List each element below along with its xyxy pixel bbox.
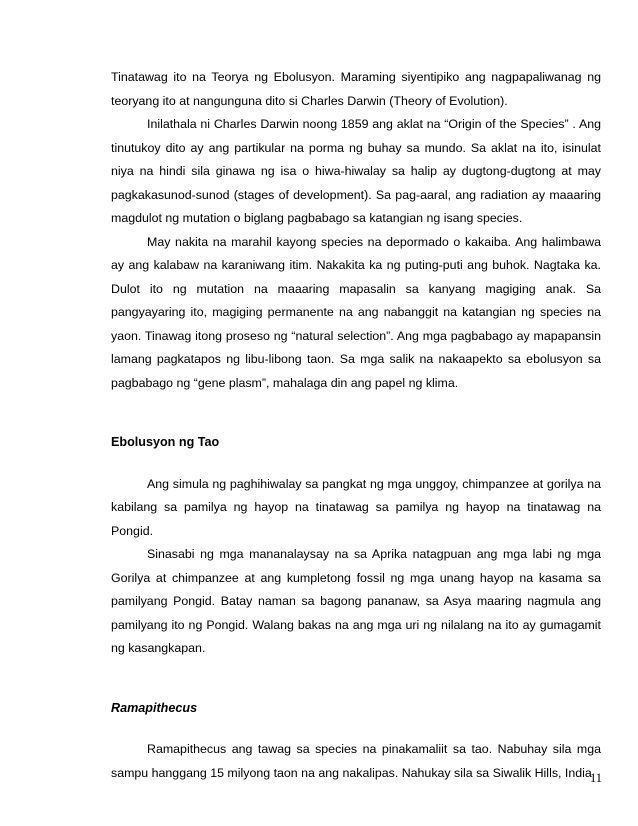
section-heading-ramapithecus: Ramapithecus <box>111 700 198 715</box>
paragraph: Ang simula ng paghihiwalay sa pangkat ng mga unggoy, chimpanzee at gorilya na kabilang sa pamilya ng hayop na tinatawag sa pamilya ng hayop na tinatawag na Pongid. <box>111 476 601 538</box>
paragraph: Ramapithecus ang tawag sa species na pinakamaliit sa tao. Nabuhay sila mga sampu hanggang 15 milyong taon na ang nakalipas. Nahukay sila sa Siwalik Hills, India <box>111 742 601 780</box>
paragraph: Inilathala ni Charles Darwin noong 1859 ang aklat na “Origin of the Species” . Ang tinutukoy dito ay ang partikular na porma ng buhay sa mundo. Sa aklat na ito, isinulat niya na hindi sila ginawa ng isa o hiwa-hiwalay sa halip ay dugtong-dugtong at may pagkakasunod-sunod (stages of development). Sa pag-aaral, ang radiation ay maaaring magdulot ng mutation o biglang pagbabago sa katangian ng isang species. <box>111 117 601 225</box>
section-spacer <box>111 661 601 697</box>
paragraph: Tinatawag ito na Teorya ng Ebolusyon. Maraming siyentipiko ang nagpapaliwanag ng teoryang ito at nangunguna dito si Charles Darwin (Theory of Evolution). <box>111 70 601 108</box>
heading-spacer <box>111 455 601 473</box>
paragraph: Sinasabi ng mga mananalaysay na sa Aprika natagpuan ang mga labi ng mga Gorilya at chimpanzee at ang kumpletong fossil ng mga unang hayop na kasama sa pamilyang Pongid. Batay naman sa bagong pananaw, sa Asya maaring nagmula ang pamilyang ito ng Pongid. Walang bakas na ang mga uri ng nilalang na ito ay gumagamit ng kasangkapan. <box>111 547 601 655</box>
page-number: 11 <box>589 771 602 785</box>
section-spacer <box>111 395 601 431</box>
page-body <box>111 66 601 785</box>
section-heading-ebolusyon-ng-tao: Ebolusyon ng Tao <box>111 435 220 449</box>
heading-spacer <box>111 720 601 738</box>
paragraph: May nakita na marahil kayong species na depormado o kakaiba. Ang halimbawa ay ang kalabaw na karaniwang itim. Nakakita ka ng puting-puti ang buhok. Nagtaka ka. Dulot ito ng mutation na maaaring mapasalin sa kanyang magiging anak. Sa pangyayaring ito, magiging permanente na ang nabanggit na katangian ng species na yaon. Tinawag itong proseso ng “natural selection”. Ang mga pagbabago ay mapapansin lamang pagkatapos ng libu-libong taon. Sa mga salik na nakaapekto sa ebolusyon sa pagbabago ng “gene plasm”, mahalaga din ang papel ng klima. <box>111 234 601 390</box>
